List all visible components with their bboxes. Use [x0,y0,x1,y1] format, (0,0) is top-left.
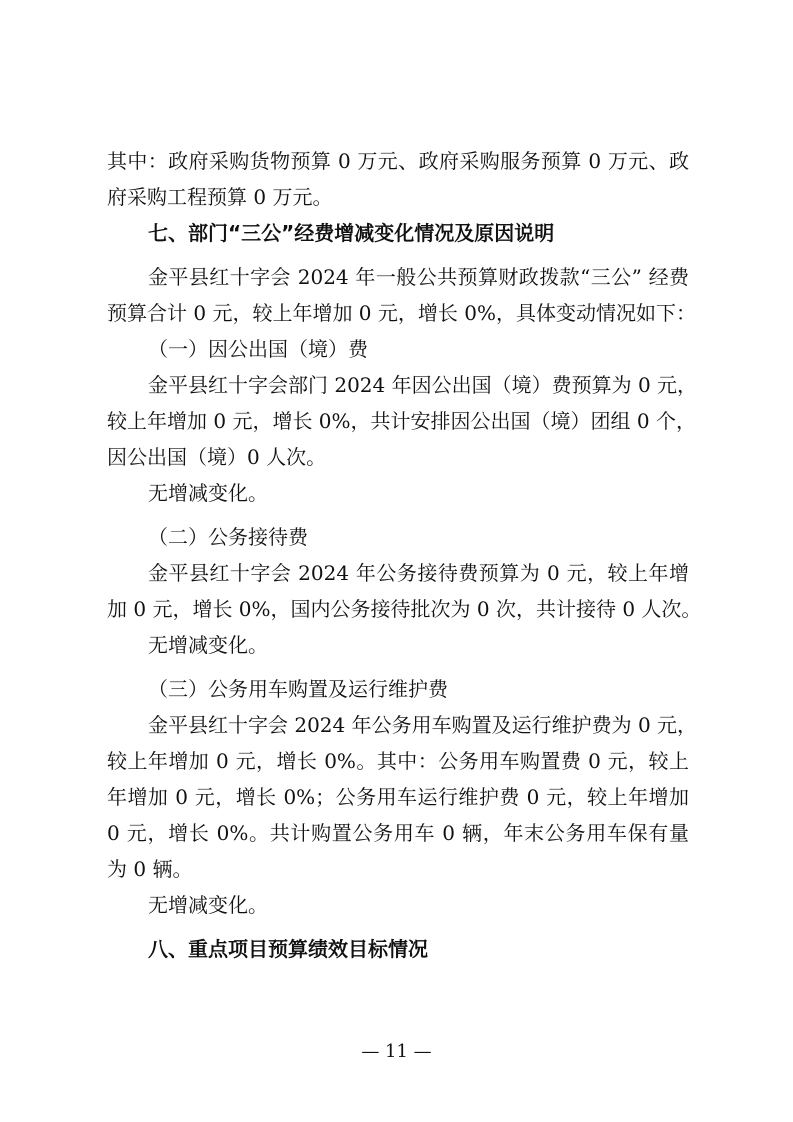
text-line: 金平县红十字会 2024 年公务用车购置及运行维护费为 0 元， [148,713,698,737]
note-paragraph [107,475,689,511]
note-paragraph [107,627,689,663]
text-line: 年增加 0 元，增长 0%；公务用车运行维护费 0 元，较上年增加 [107,785,689,809]
text-line: 为 0 辆。 [107,857,193,881]
text-line: 其中：政府采购货物预算 0 万元、政府采购服务预算 0 万元、政 [107,149,689,173]
subsection-heading [107,331,689,367]
text-line: （二）公务接待费 [148,525,308,549]
text-line: （三）公务用车购置及运行维护费 [148,677,448,701]
note-paragraph [107,887,689,923]
text-line: 金平县红十字会 2024 年公务接待费预算为 0 元，较上年增 [148,561,689,585]
text-line: 八、重点项目预算绩效目标情况 [148,937,428,961]
text-line: 较上年增加 0 元，增长 0%。其中：公务用车购置费 0 元，较上 [107,749,689,773]
subsection-heading [107,671,689,707]
text-line: （一）因公出国（境）费 [148,337,368,361]
body-paragraph [107,143,689,215]
document-body [107,143,702,967]
text-line: 金平县红十字会 2024 年一般公共预算财政拨款“三公” 经费 [148,265,689,289]
subsection-heading [107,519,689,555]
body-paragraph [107,367,698,475]
text-line: 金平县红十字会部门 2024 年因公出国（境）费预算为 0 元， [148,373,698,397]
text-line: 无增减变化。 [148,481,268,505]
text-line: 加 0 元，增长 0%，国内公务接待批次为 0 次，共计接待 0 人次。 [107,597,702,621]
body-paragraph [107,259,696,331]
text-line: 七、部门“三公”经费增减变化情况及原因说明 [148,221,555,245]
page-number: — 11 — [361,1041,432,1062]
body-paragraph [107,707,698,887]
text-line: 无增减变化。 [148,893,268,917]
text-line: 因公出国（境）0 人次。 [107,445,327,469]
text-line: 较上年增加 0 元，增长 0%，共计安排因公出国（境）团组 0 个， [107,409,696,433]
section-heading [107,215,689,251]
body-paragraph [107,555,702,627]
text-line: 预算合计 0 元，较上年增加 0 元，增长 0%，具体变动情况如下： [107,301,696,325]
text-line: 无增减变化。 [148,633,268,657]
text-line: 0 元，增长 0%。共计购置公务用车 0 辆，年末公务用车保有量 [107,821,689,845]
text-line: 府采购工程预算 0 万元。 [107,185,333,209]
section-heading [107,931,689,967]
